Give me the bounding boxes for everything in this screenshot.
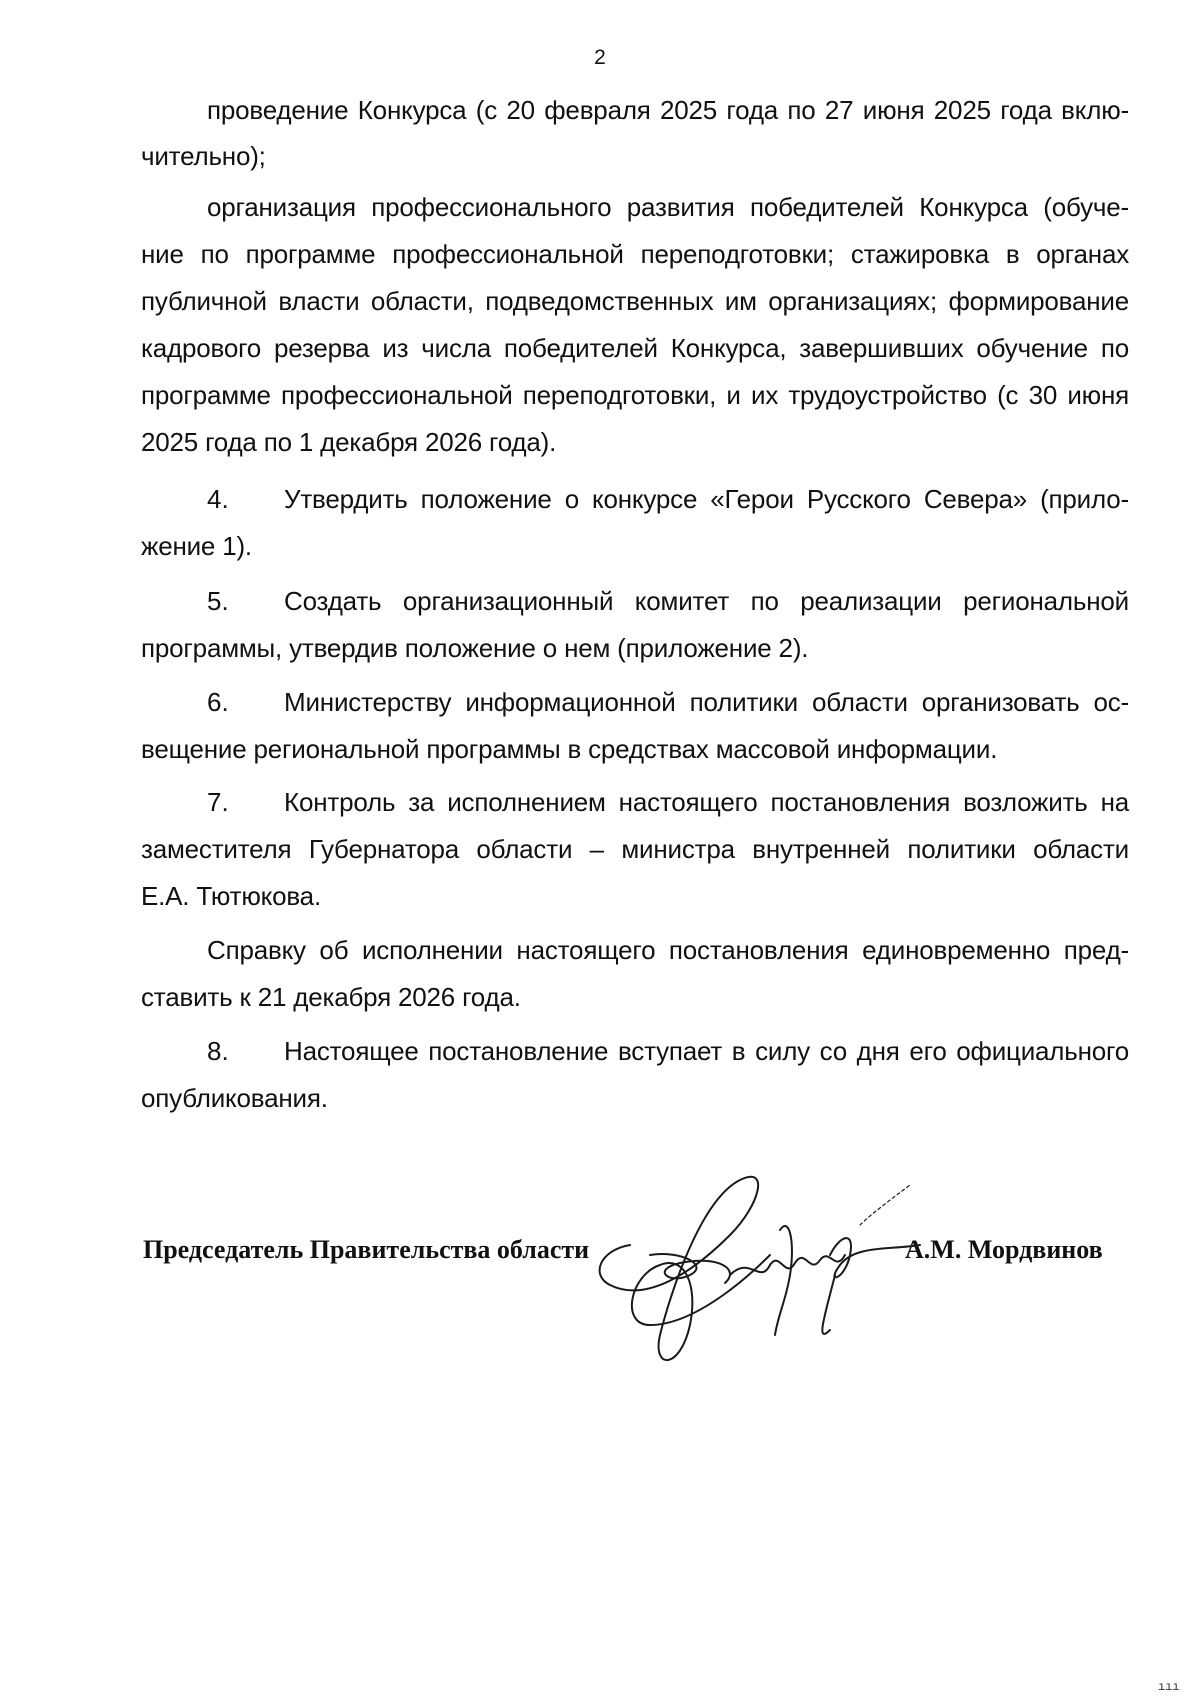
text-line: 2025 года по 1 декабря 2026 года). xyxy=(141,427,557,457)
page-number: 2 xyxy=(594,46,606,69)
item-number: 5. xyxy=(207,586,229,616)
text-line: публичной власти области, подведомственных им организациях; формирование xyxy=(141,286,1129,316)
text-line: жение 1). xyxy=(141,531,252,561)
text-line: Министерству информационной политики области организовать ос- xyxy=(284,687,1129,717)
scan-mark: ııı xyxy=(1158,1680,1180,1694)
item-number: 4. xyxy=(207,484,229,514)
text-line: заместителя Губернатора области – министра внутренней политики области xyxy=(141,834,1129,864)
text-line: ставить к 21 декабря 2026 года. xyxy=(141,982,521,1012)
text-line: Справку об исполнении настоящего постановления единовременно пред- xyxy=(207,935,1129,965)
signatory-position: Председатель Правительства области xyxy=(143,1235,590,1264)
text-line: программе профессиональной переподготовки, и их трудоустройство (с 30 июня xyxy=(141,380,1129,410)
text-line: Утвердить положение о конкурсе «Герои Русского Севера» (прило- xyxy=(284,484,1129,514)
item-number: 8. xyxy=(207,1036,229,1066)
item-number: 6. xyxy=(207,687,229,717)
text-line: проведение Конкурса (с 20 февраля 2025 года по 27 июня 2025 года вклю- xyxy=(207,95,1129,125)
signatory-name: А.М. Мордвинов xyxy=(905,1235,1103,1264)
text-line: Настоящее постановление вступает в силу со дня его официального xyxy=(284,1036,1129,1066)
text-line: организация профессионального развития победителей Конкурса (обуче- xyxy=(207,192,1129,222)
text-line: кадрового резерва из числа победителей Конкурса, завершивших обучение по xyxy=(141,333,1129,363)
text-line: программы, утвердив положение о нем (приложение 2). xyxy=(141,633,809,663)
text-line: Контроль за исполнением настоящего постановления возложить на xyxy=(284,787,1129,817)
text-line: ние по программе профессиональной переподготовки; стажировка в органах xyxy=(141,239,1129,269)
item-number: 7. xyxy=(207,787,229,817)
text-line: вещение региональной программы в средствах массовой информации. xyxy=(141,734,998,764)
text-line: Е.А. Тютюкова. xyxy=(141,881,321,911)
text-line: чительно); xyxy=(141,141,266,171)
handwritten-signature xyxy=(590,1155,940,1375)
text-line: Создать организационный комитет по реализации региональной xyxy=(284,586,1129,616)
text-line: опубликования. xyxy=(141,1083,328,1113)
